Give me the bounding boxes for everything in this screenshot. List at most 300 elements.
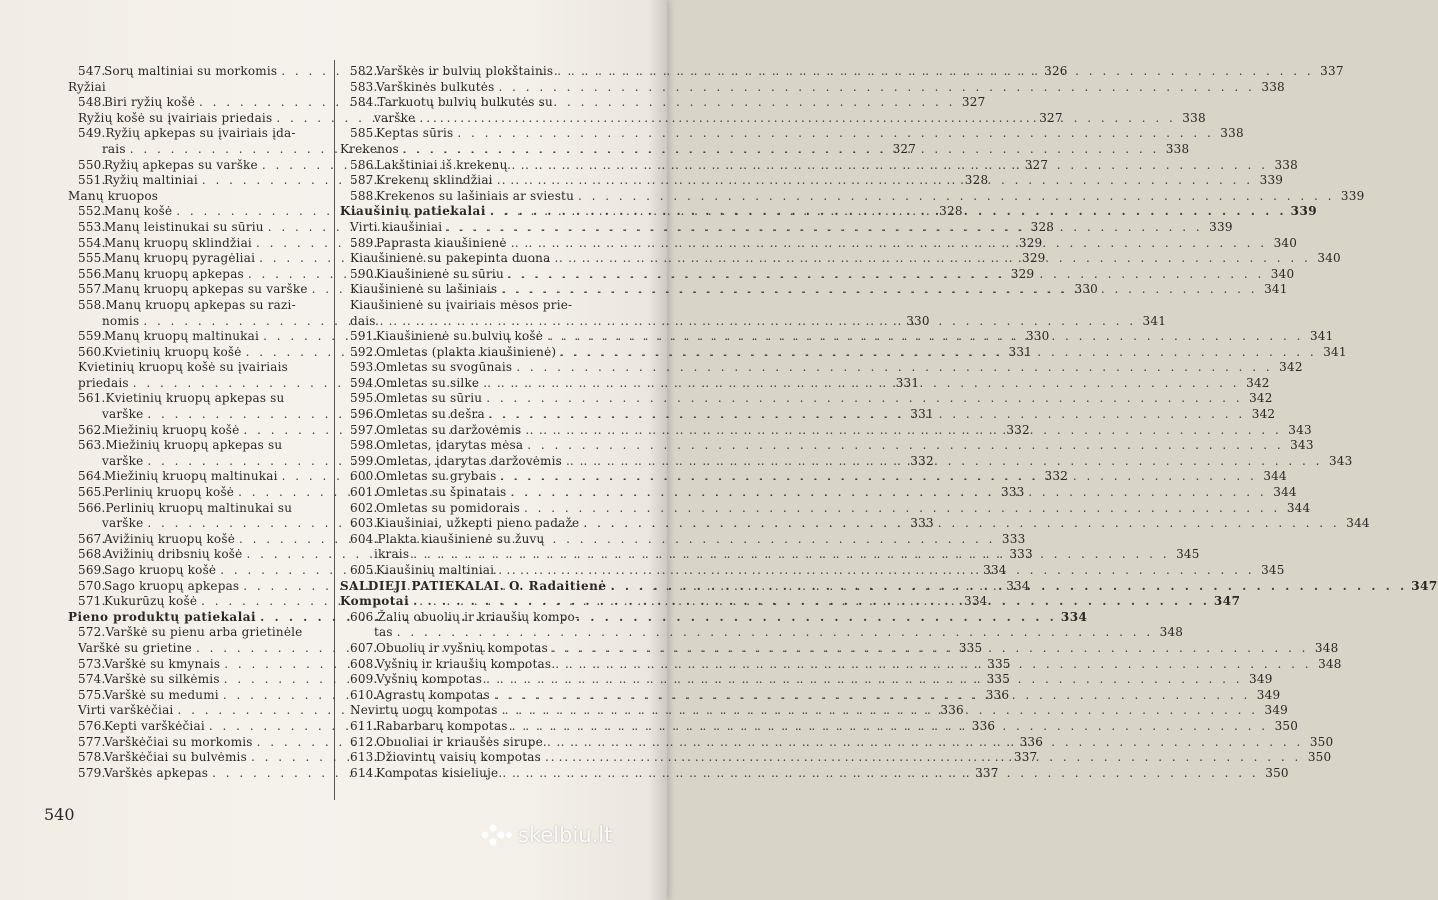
entry-number: 595. [350,391,378,406]
entry-title: Kvietinių kruopų košė [104,344,242,359]
entry-page-number: 338 [1165,141,1190,156]
leader-dots [415,111,1175,127]
entry-page-number: 340 [1273,235,1298,250]
entry-title: Varškė su pienu arba grietinėle [105,625,303,640]
toc-entry [68,391,331,407]
entry-page-number: 333 [1009,547,1033,562]
entry-title: Omletas su dešra [376,407,485,422]
entry-title: Rabarbarų kompotas [376,718,508,733]
entry-page-number: 343 [1288,422,1312,437]
entry-page-number: 334 [1006,578,1030,593]
entry-page-number: 341 [1309,329,1334,344]
toc-entry [340,79,1285,96]
entry-title: Omletas su silke [376,375,480,390]
leader-dots [490,688,1250,704]
entry-title: ikrais [374,547,410,562]
entry-page-number: 329 [1018,235,1043,250]
entry-page-number: 338 [1182,110,1206,125]
entry-page-number: 335 [987,656,1011,671]
entry-number: 566. [78,500,106,515]
entry-number: 584. [350,95,378,110]
entry-number: 550. [78,157,106,172]
entry-number: 564. [78,469,106,484]
entry-page-number: 350 [1309,734,1334,749]
leader-dots [512,360,1272,376]
entry-title: Varškė su silkėmis [104,672,220,687]
entry-title: Krekenų sklindžiai [376,173,493,188]
entry-page-number: 348 [1159,625,1184,640]
entry-title: Kiaušiniai, užkepti pieno padaže [376,516,580,531]
entry-title: dais [350,313,376,328]
entry-page-number: 347 [1213,594,1241,609]
entry-number: 562. [78,422,106,437]
entry-page-number: 344 [1286,500,1311,515]
leader-dots [553,64,1313,80]
entry-title: Varškė su kmynais [104,656,221,671]
entry-title: Omletas su pomidorais [376,500,520,515]
entry-title: Plakta kiaušinienė su žuvų [377,531,545,546]
entry-page-number: 340 [1317,251,1341,266]
leader-dots [508,719,1268,735]
entry-title: Kiaušinienė su lašiniais [350,282,498,297]
entry-number: 586. [350,157,378,172]
entry-number: 578. [78,750,106,765]
entry-page-number: 341 [1142,313,1167,328]
entry-page-number: 341 [1323,344,1347,359]
toc-entry [340,126,1244,142]
entry-title: Kiaušinienė su sūriu [376,266,504,281]
entry-title: Kiaušinienė su įvairiais mėsos prie- [350,297,573,312]
leader-dots [494,563,1254,579]
entry-title: Kompotas kisieliuje [376,765,499,780]
entry-number: 611. [350,718,378,733]
leader-dots [399,142,1159,158]
leader-dots [606,579,1407,595]
entry-title: Virti kiaušiniai [350,219,443,234]
leader-dots [507,236,1267,252]
entry-page-number: 345 [1261,563,1285,577]
entry-page-number: 340 [1270,266,1295,281]
entry-page-number: 329 [1022,251,1046,266]
entry-number: 594. [350,375,378,390]
entry-page-number: 337 [975,765,999,780]
entry-number: 601. [350,485,378,500]
entry-number: 568. [78,547,106,562]
toc-entry [68,625,331,641]
toc-entry [68,501,331,517]
leader-dots [442,220,1202,236]
entry-number: 600. [350,469,378,484]
leader-dots [541,750,1301,766]
leader-dots [485,407,1245,423]
entry-number: 592. [350,344,378,359]
entry-page-number: 328 [1030,219,1055,234]
entry-title: Ryžiai [68,79,106,94]
entry-number: 573. [78,656,106,671]
entry-number: 547. [78,64,106,78]
entry-title: tas [374,625,393,640]
leader-dots [482,391,1242,407]
leader-dots [506,485,1266,501]
entry-page-number: 326 [1044,64,1068,78]
entry-page-number: 330 [1025,329,1050,344]
entry-number: 577. [78,734,106,749]
entry-number: 599. [350,453,378,468]
leader-dots [556,345,1316,361]
entry-page-number: 332 [1006,422,1030,437]
toc-entry [340,391,1273,407]
entry-title: Kukurūzų košė [104,594,198,609]
entry-page-number: 336 [940,703,964,718]
entry-number: 549. [78,126,106,141]
entry-page-number: 339 [1290,204,1318,219]
entry-page-number: 330 [1074,282,1099,297]
entry-title: Obuolių ir vyšnių kompotas [376,640,549,655]
entry-title: Agrastų kompotas [376,687,490,702]
entry-title: Žalių obuolių ir kriaušių kompo- [377,609,580,624]
entry-title: Kompotai [340,594,410,609]
entry-page-number: 345 [1176,547,1200,562]
entry-title: Perlinių kruopų košė [104,485,235,500]
leader-dots [543,735,1303,751]
entry-page-number: 330 [906,313,930,328]
entry-page-number: 342 [1246,375,1270,390]
entry-page-number: 342 [1279,360,1303,375]
leader-dots [550,251,1310,267]
entry-title: Obuoliai ir kriaušės sirupe [376,734,543,749]
entry-page-number: 350 [1274,718,1299,733]
entry-title: Keptas sūris [376,126,454,141]
entry-number: 548. [78,95,106,110]
watermark-text: skelbiu.lt [518,823,613,847]
entry-page-number: 348 [1318,656,1342,671]
leader-dots [453,126,1213,142]
leader-dots [498,703,1258,719]
entry-page-number: 350 [1307,750,1332,765]
watermark [480,822,612,848]
entry-page-number: 331 [1008,344,1033,359]
toc-entry [68,438,331,454]
entry-page-number: 331 [910,407,934,422]
entry-page-number: 344 [1346,516,1370,531]
entry-title: Vyšnių kompotas [376,672,483,687]
entry-number: 579. [78,765,106,780]
entry-number: 605. [350,563,378,577]
entry-page-number: 327 [1039,110,1063,125]
entry-title: Kvietinių kruopų apkepas su [105,391,285,406]
entry-page-number: 335 [986,672,1011,687]
entry-title: Omletas, įdarytas mėsa [376,438,524,453]
entry-title: Miežinių kruopų apkepas su [105,438,283,453]
leader-dots [508,158,1268,174]
entry-number: 575. [78,687,106,702]
entry-number: 552. [78,204,106,219]
entry-number: 556. [78,266,106,281]
leader-dots [409,547,1169,563]
entry-number: 588. [350,188,378,203]
toc-entry [340,95,616,111]
leader-dots [551,657,1311,673]
entry-page-number: 350 [1265,765,1289,780]
entry-title: Paprasta kiaušinienė [376,235,507,250]
toc-subentry [68,360,331,376]
entry-title: Manų kruopų maltinukai [104,329,260,344]
entry-page-number: 349 [1264,703,1289,718]
leader-dots [393,625,1153,641]
entry-page-number: 327 [961,95,986,110]
entry-title: Sorų maltiniai su morkomis [104,64,278,78]
entry-title: Tarkuotų bulvių bulkutės su [377,95,553,110]
entry-title: priedais [78,375,129,390]
entry-title: Omletas, įdarytas daržovėmis [376,453,563,468]
entry-title: Sago kruopų košė [104,563,217,577]
entry-title: Vyšnių ir kriaušių kompotas [376,656,552,671]
entry-title: SALDIEJI PATIEKALAI. O. Radaitienė [340,578,607,593]
leader-dots [497,282,1257,298]
entry-number: 612. [350,734,378,749]
entry-title: Omletas su daržovėmis [376,422,522,437]
entry-number: 559. [78,329,106,344]
entry-title: Manų košė [104,204,173,219]
entry-title: rais [102,141,126,156]
entry-number: 567. [78,531,106,546]
entry-number: 555. [78,251,106,266]
entry-title: Lakštiniai iš krekenų [376,157,508,172]
toc-entry [340,500,1311,517]
entry-title: Omletas (plakta kiaušinienė) [376,344,557,359]
entry-page-number: 338 [1274,157,1298,172]
entry-number: 569. [78,563,106,577]
entry-title: Varškė su medumi [104,687,219,702]
entry-page-number: 329 [1010,266,1035,281]
entry-page-number: 337 [1013,750,1038,765]
entry-number: 585. [350,126,378,141]
entry-page-number: 334 [983,563,1007,577]
entry-page-number: 327 [892,141,917,156]
entry-title: varške [374,110,416,125]
leader-dots [496,469,1256,485]
entry-title: Ryžių maltiniai [104,173,198,188]
entry-page-number: 339 [1259,173,1284,188]
leader-dots [543,329,1303,345]
toc-entry [340,188,1365,205]
entry-number: 609. [350,672,378,687]
entry-title: Nevirtų uogų kompotas [350,703,498,718]
entry-title: Manų kruopos [68,188,159,203]
entry-page-number: 344 [1263,469,1287,484]
entry-number: 572. [78,625,106,640]
entry-title: Manų kruopų sklindžiai [104,235,252,250]
leader-dots [579,516,1339,532]
entry-title: Omletas su sūriu [376,391,483,406]
leader-dots [482,672,1242,688]
toc-subentry [340,298,616,314]
entry-number: 557. [78,282,106,297]
entry-number: 610. [350,687,378,702]
entry-title: Ryžių apkepas su varške [104,157,258,172]
entry-title: Krekenos [340,141,399,156]
entry-title: Varškėčiai su morkomis [104,734,253,749]
entry-title: Kiaušinių patiekalai [340,204,486,219]
entry-number: 598. [350,438,378,453]
entry-title: Perlinių kruopų maltinukai su [105,500,293,515]
entry-number: 574. [78,672,106,687]
entry-page-number: 333 [910,516,934,531]
entry-page-number: 335 [958,640,983,655]
toc-entry-continuation [340,625,1184,641]
entry-page-number: 343 [1290,438,1314,453]
entry-title: Varškės apkepas [104,765,209,780]
entry-number: 603. [350,516,378,531]
entry-page-number: 342 [1251,407,1276,422]
entry-title: Džiovintų vaisių kompotas [376,750,541,765]
entry-page-number: 343 [1328,453,1353,468]
entry-page-number: 337 [1320,64,1344,78]
entry-title: Krekenos su lašiniais ar sviestu [376,188,575,203]
entry-number: 554. [78,235,106,250]
entry-number: 606. [350,609,378,624]
leader-dots [521,423,1281,439]
entry-number: 553. [78,219,106,234]
entry-title: Ryžių košė su įvairiais priedais [78,110,273,125]
watermark-logo-icon [480,822,514,848]
entry-title: Kepti varškėčiai [104,718,205,733]
entry-page-number: 334 [964,594,988,609]
entry-number: 607. [350,640,378,655]
entry-number: 590. [350,266,378,281]
entry-page-number: 328 [964,173,989,188]
entry-title: Varškė su grietine [78,640,192,655]
entry-page-number: 344 [1273,485,1297,500]
leader-dots [486,204,1287,220]
leader-dots [523,438,1283,454]
entry-page-number: 327 [1024,157,1049,172]
entry-number: 570. [78,578,106,593]
entry-number: 571. [78,594,106,609]
leader-dots [376,314,1136,330]
entry-number: 563. [78,438,106,453]
entry-number: 576. [78,718,106,733]
toc-entry [340,360,1303,376]
entry-title: varške [102,516,144,531]
entry-number: 602. [350,500,378,515]
entry-page-number: 333 [1001,485,1025,500]
leader-dots [479,376,1239,392]
entry-page-number: 334 [1060,609,1088,624]
entry-title: Varškės ir bulvių plokštainis [376,64,554,78]
entry-page-number: 349 [1249,672,1273,687]
entry-title: Biri ryžių košė [104,95,196,110]
entry-title: Manų kruopų pyragėliai [104,251,256,266]
entry-page-number: 339 [1340,188,1365,203]
entry-page-number: 331 [895,375,920,390]
leader-dots [498,766,1258,782]
entry-title: Manų kruopų apkepas [104,266,244,281]
entry-title: Sago kruopų apkepas [104,578,240,593]
page-number: 540 [44,805,75,824]
entry-title: Omletas su svogūnais [376,360,513,375]
entry-page-number: 336 [971,718,996,733]
entry-title: Miežinių kruopų maltinukai [104,469,278,484]
leader-dots [520,501,1280,517]
leader-dots [409,594,1210,610]
entry-page-number: 336 [1019,734,1044,749]
entry-title: Manų kruopų apkepas su varške [104,282,308,297]
entry-page-number: 338 [1220,126,1244,141]
entry-page-number: 336 [985,687,1010,702]
entry-title: Varškėčiai su bulvėmis [104,750,247,765]
leader-dots [493,173,1253,189]
entry-page-number: 342 [1249,391,1273,406]
entry-page-number: 348 [1314,640,1339,655]
entry-title: Manų leistinukai su sūriu [104,219,264,234]
toc-section-heading [68,80,331,96]
entry-number: 583. [350,79,378,94]
entry-number: 597. [350,422,378,437]
entry-number: 591. [350,329,378,344]
entry-page-number: 349 [1256,687,1281,702]
entry-page-number: 338 [1261,79,1285,94]
entry-title: Varškinės bulkutės [376,79,495,94]
entry-title: Omletas su špinatais [376,485,507,500]
entry-page-number: 347 [1411,578,1438,593]
toc-section-heading [68,189,331,205]
entry-number: 582. [350,64,378,78]
entry-title: Kiaušinienė su bulvių košė [376,329,544,344]
entry-number: 593. [350,360,378,375]
entry-title: Kvietinių kruopų košė su įvairiais [78,360,289,375]
entry-page-number: 333 [1001,531,1026,546]
entry-number: 613. [350,750,378,765]
entry-title: Pieno produktų patiekalai [68,609,257,624]
toc-entry [340,532,616,548]
leader-dots [504,267,1264,283]
entry-page-number: 332 [1044,469,1069,484]
leader-dots [548,641,1308,657]
toc-entry [68,126,331,142]
entry-number: 565. [78,485,106,500]
entry-page-number: 332 [910,453,934,468]
toc-entry [340,610,616,626]
entry-title: Omletas su grybais [376,469,497,484]
entry-number: 608. [350,656,378,671]
leader-dots [562,454,1322,470]
toc-entry [68,298,331,314]
entry-title: varške [102,453,144,468]
entry-title: Ryžių apkepas su įvairiais įda- [105,126,296,141]
entry-number: 551. [78,173,106,188]
entry-title: Manų kruopų apkepas su razi- [105,297,296,312]
entry-number: 614. [350,765,378,780]
entry-number: 587. [350,173,378,188]
entry-number: 561. [78,391,106,406]
entry-title: Kiaušinių maltiniai [376,563,495,577]
entry-title: Kiaušinienė su pakepinta duona [350,251,551,266]
entry-page-number: 341 [1264,282,1288,297]
entry-number: 596. [350,407,378,422]
entry-number: 560. [78,344,106,359]
entry-page-number: 339 [1209,219,1233,234]
entry-title: Avižinių kruopų košė [104,531,236,546]
entry-title: Miežinių kruopų košė [104,422,240,437]
entry-number: 604. [350,531,378,546]
entry-page-number: 328 [939,204,963,219]
leader-dots [494,80,1254,96]
entry-title: Avižinių dribsnių košė [104,547,243,562]
entry-number: 558. [78,297,106,312]
entry-title: Virti varškėčiai [78,703,174,718]
leader-dots [574,189,1334,205]
